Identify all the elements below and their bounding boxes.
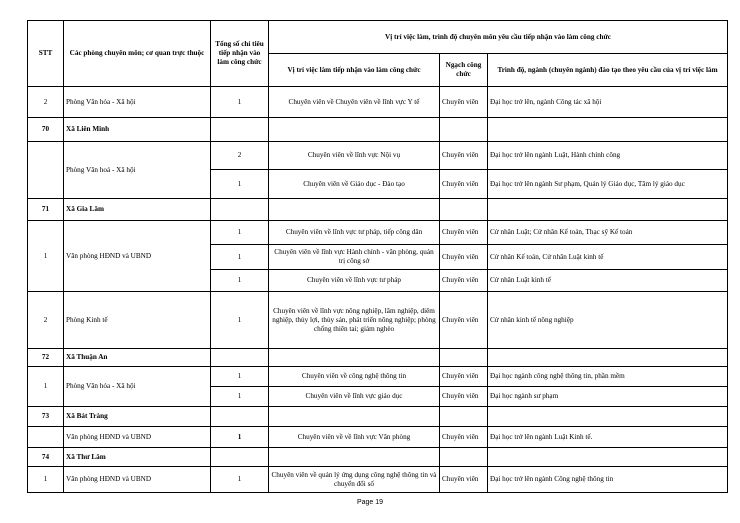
header-positions: Vị trí việc làm, trình độ chuyên môn yêu cầu tiếp nhận vào làm công chức <box>269 21 728 54</box>
cell-dept: Phòng Kinh tế <box>64 292 211 349</box>
table-row <box>28 221 728 245</box>
cell-qualification: Đại học ngành sư phạm <box>488 387 728 407</box>
cell-total: 1 <box>211 170 269 199</box>
cell-rank: Chuyên viên <box>440 142 488 170</box>
cell-qualification: Đại học trở lên ngành Công nghệ thông tin <box>488 467 728 493</box>
section-row <box>28 349 728 367</box>
cell-position: Chuyên viên về về lĩnh vực Văn phòng <box>269 427 440 448</box>
cell-rank: Chuyên viên <box>440 270 488 292</box>
table-row <box>28 467 728 493</box>
cell-position: Chuyên viên về Giáo dục - Đào tạo <box>269 170 440 199</box>
cell-rank: Chuyên viên <box>440 427 488 448</box>
cell-rank: Chuyên viên <box>440 170 488 199</box>
cell-position: Chuyên viên về lĩnh vực Nội vụ <box>269 142 440 170</box>
cell-rank: Chuyên viên <box>440 467 488 493</box>
cell-stt: 2 <box>28 292 64 349</box>
table-row <box>28 87 728 118</box>
table-row <box>28 142 728 170</box>
cell-total: 1 <box>211 87 269 118</box>
header-total: Tổng số chỉ tiêu tiếp nhận vào làm công chức <box>211 21 269 87</box>
cell-dept: Văn phòng HĐND và UBND <box>64 221 211 292</box>
header-position: Vị trí việc làm tiếp nhận vào làm công chức <box>269 54 440 87</box>
cell-qualification: Cử nhân Luật; Cử nhân Kế toán, Thạc sỹ Kế toán <box>488 221 728 245</box>
cell-qualification: Đại học trở lên, ngành Công tác xã hội <box>488 87 728 118</box>
cell-total: 1 <box>211 292 269 349</box>
header-dept: Các phòng chuyên môn; cơ quan trực thuộc <box>64 21 211 87</box>
cell-total: 1 <box>211 467 269 493</box>
cell-qualification: Đại học trở lên ngành Sư phạm, Quản lý Giáo dục, Tâm lý giáo dục <box>488 170 728 199</box>
cell-dept: Văn phòng HĐND và UBND <box>64 467 211 493</box>
section-row <box>28 448 728 467</box>
section-stt: 73 <box>28 407 64 427</box>
cell-rank: Chuyên viên <box>440 87 488 118</box>
cell-stt: 1 <box>28 221 64 292</box>
cell-total: 1 <box>211 245 269 270</box>
section-row <box>28 407 728 427</box>
cell-position: Chuyên viên về lĩnh vực Hành chính - văn phòng, quản trị công sở <box>269 245 440 270</box>
header-qualification: Trình độ, ngành (chuyên ngành) đào tạo theo yêu cầu của vị trí việc làm <box>488 54 728 87</box>
cell-total: 1 <box>211 221 269 245</box>
table-row <box>28 367 728 387</box>
cell-qualification: Cử nhân Luật kinh tế <box>488 270 728 292</box>
recruitment-table <box>27 20 728 493</box>
cell-dept: Phòng Văn hóa - Xã hội <box>64 367 211 407</box>
cell-total: 2 <box>211 142 269 170</box>
cell-qualification: Đại học ngành công nghệ thông tin, phần mềm <box>488 367 728 387</box>
cell-position: Chuyên viên về công nghệ thông tin <box>269 367 440 387</box>
cell-dept: Phòng Văn hóa - Xã hội <box>64 87 211 118</box>
cell-dept: Văn phòng HĐND và UBND <box>64 427 211 448</box>
table-row <box>28 427 728 448</box>
table-row <box>28 292 728 349</box>
cell-position: Chuyên viên về lĩnh vực tư pháp, tiếp công dân <box>269 221 440 245</box>
section-name: Xã Gia Lâm <box>64 199 211 221</box>
cell-total: 1 <box>211 270 269 292</box>
section-row <box>28 199 728 221</box>
cell-position: Chuyên viên về Chuyên viên về lĩnh vực Y tế <box>269 87 440 118</box>
section-name: Xã Thư Lâm <box>64 448 211 467</box>
cell-rank: Chuyên viên <box>440 387 488 407</box>
cell-qualification: Cử nhân kinh tế nông nghiệp <box>488 292 728 349</box>
cell-total: 1 <box>211 387 269 407</box>
cell-position: Chuyên viên về quản lý ứng dụng công nghệ thông tin và chuyển đổi số <box>269 467 440 493</box>
section-stt: 71 <box>28 199 64 221</box>
section-stt: 74 <box>28 448 64 467</box>
cell-rank: Chuyên viên <box>440 221 488 245</box>
header-row <box>28 21 728 54</box>
cell-position: Chuyên viên về lĩnh vực nông nghiệp, lâm nghiệp, diêm nghiệp, thủy lợi, thủy sản, phát triển nông nghiệp; phòng chống thiên tai; giảm nghèo <box>269 292 440 349</box>
section-name: Xã Liên Minh <box>64 118 211 142</box>
cell-rank: Chuyên viên <box>440 292 488 349</box>
cell-total: 1 <box>211 367 269 387</box>
cell-qualification: Đại học trở lên ngành Luật Kinh tế. <box>488 427 728 448</box>
cell-position: Chuyên viên về lĩnh vực giáo dục <box>269 387 440 407</box>
cell-stt: 1 <box>28 467 64 493</box>
section-name: Xã Bát Tràng <box>64 407 211 427</box>
cell-total: 1 <box>211 427 269 448</box>
section-row <box>28 118 728 142</box>
cell-rank: Chuyên viên <box>440 245 488 270</box>
cell-position: Chuyên viên về lĩnh vực tư pháp <box>269 270 440 292</box>
cell-rank: Chuyên viên <box>440 367 488 387</box>
header-rank: Ngạch công chức <box>440 54 488 87</box>
section-stt: 70 <box>28 118 64 142</box>
cell-qualification: Cử nhân Kế toán, Cử nhân Luật kinh tế <box>488 245 728 270</box>
section-stt: 72 <box>28 349 64 367</box>
cell-qualification: Đại học trở lên ngành Luật, Hành chính công <box>488 142 728 170</box>
cell-stt: 2 <box>28 87 64 118</box>
cell-dept: Phòng Văn hoá - Xã hội <box>64 142 211 199</box>
page-number: Page 19 <box>356 499 384 506</box>
section-name: Xã Thuận An <box>64 349 211 367</box>
cell-stt: 1 <box>28 367 64 407</box>
header-stt: STT <box>28 21 64 87</box>
